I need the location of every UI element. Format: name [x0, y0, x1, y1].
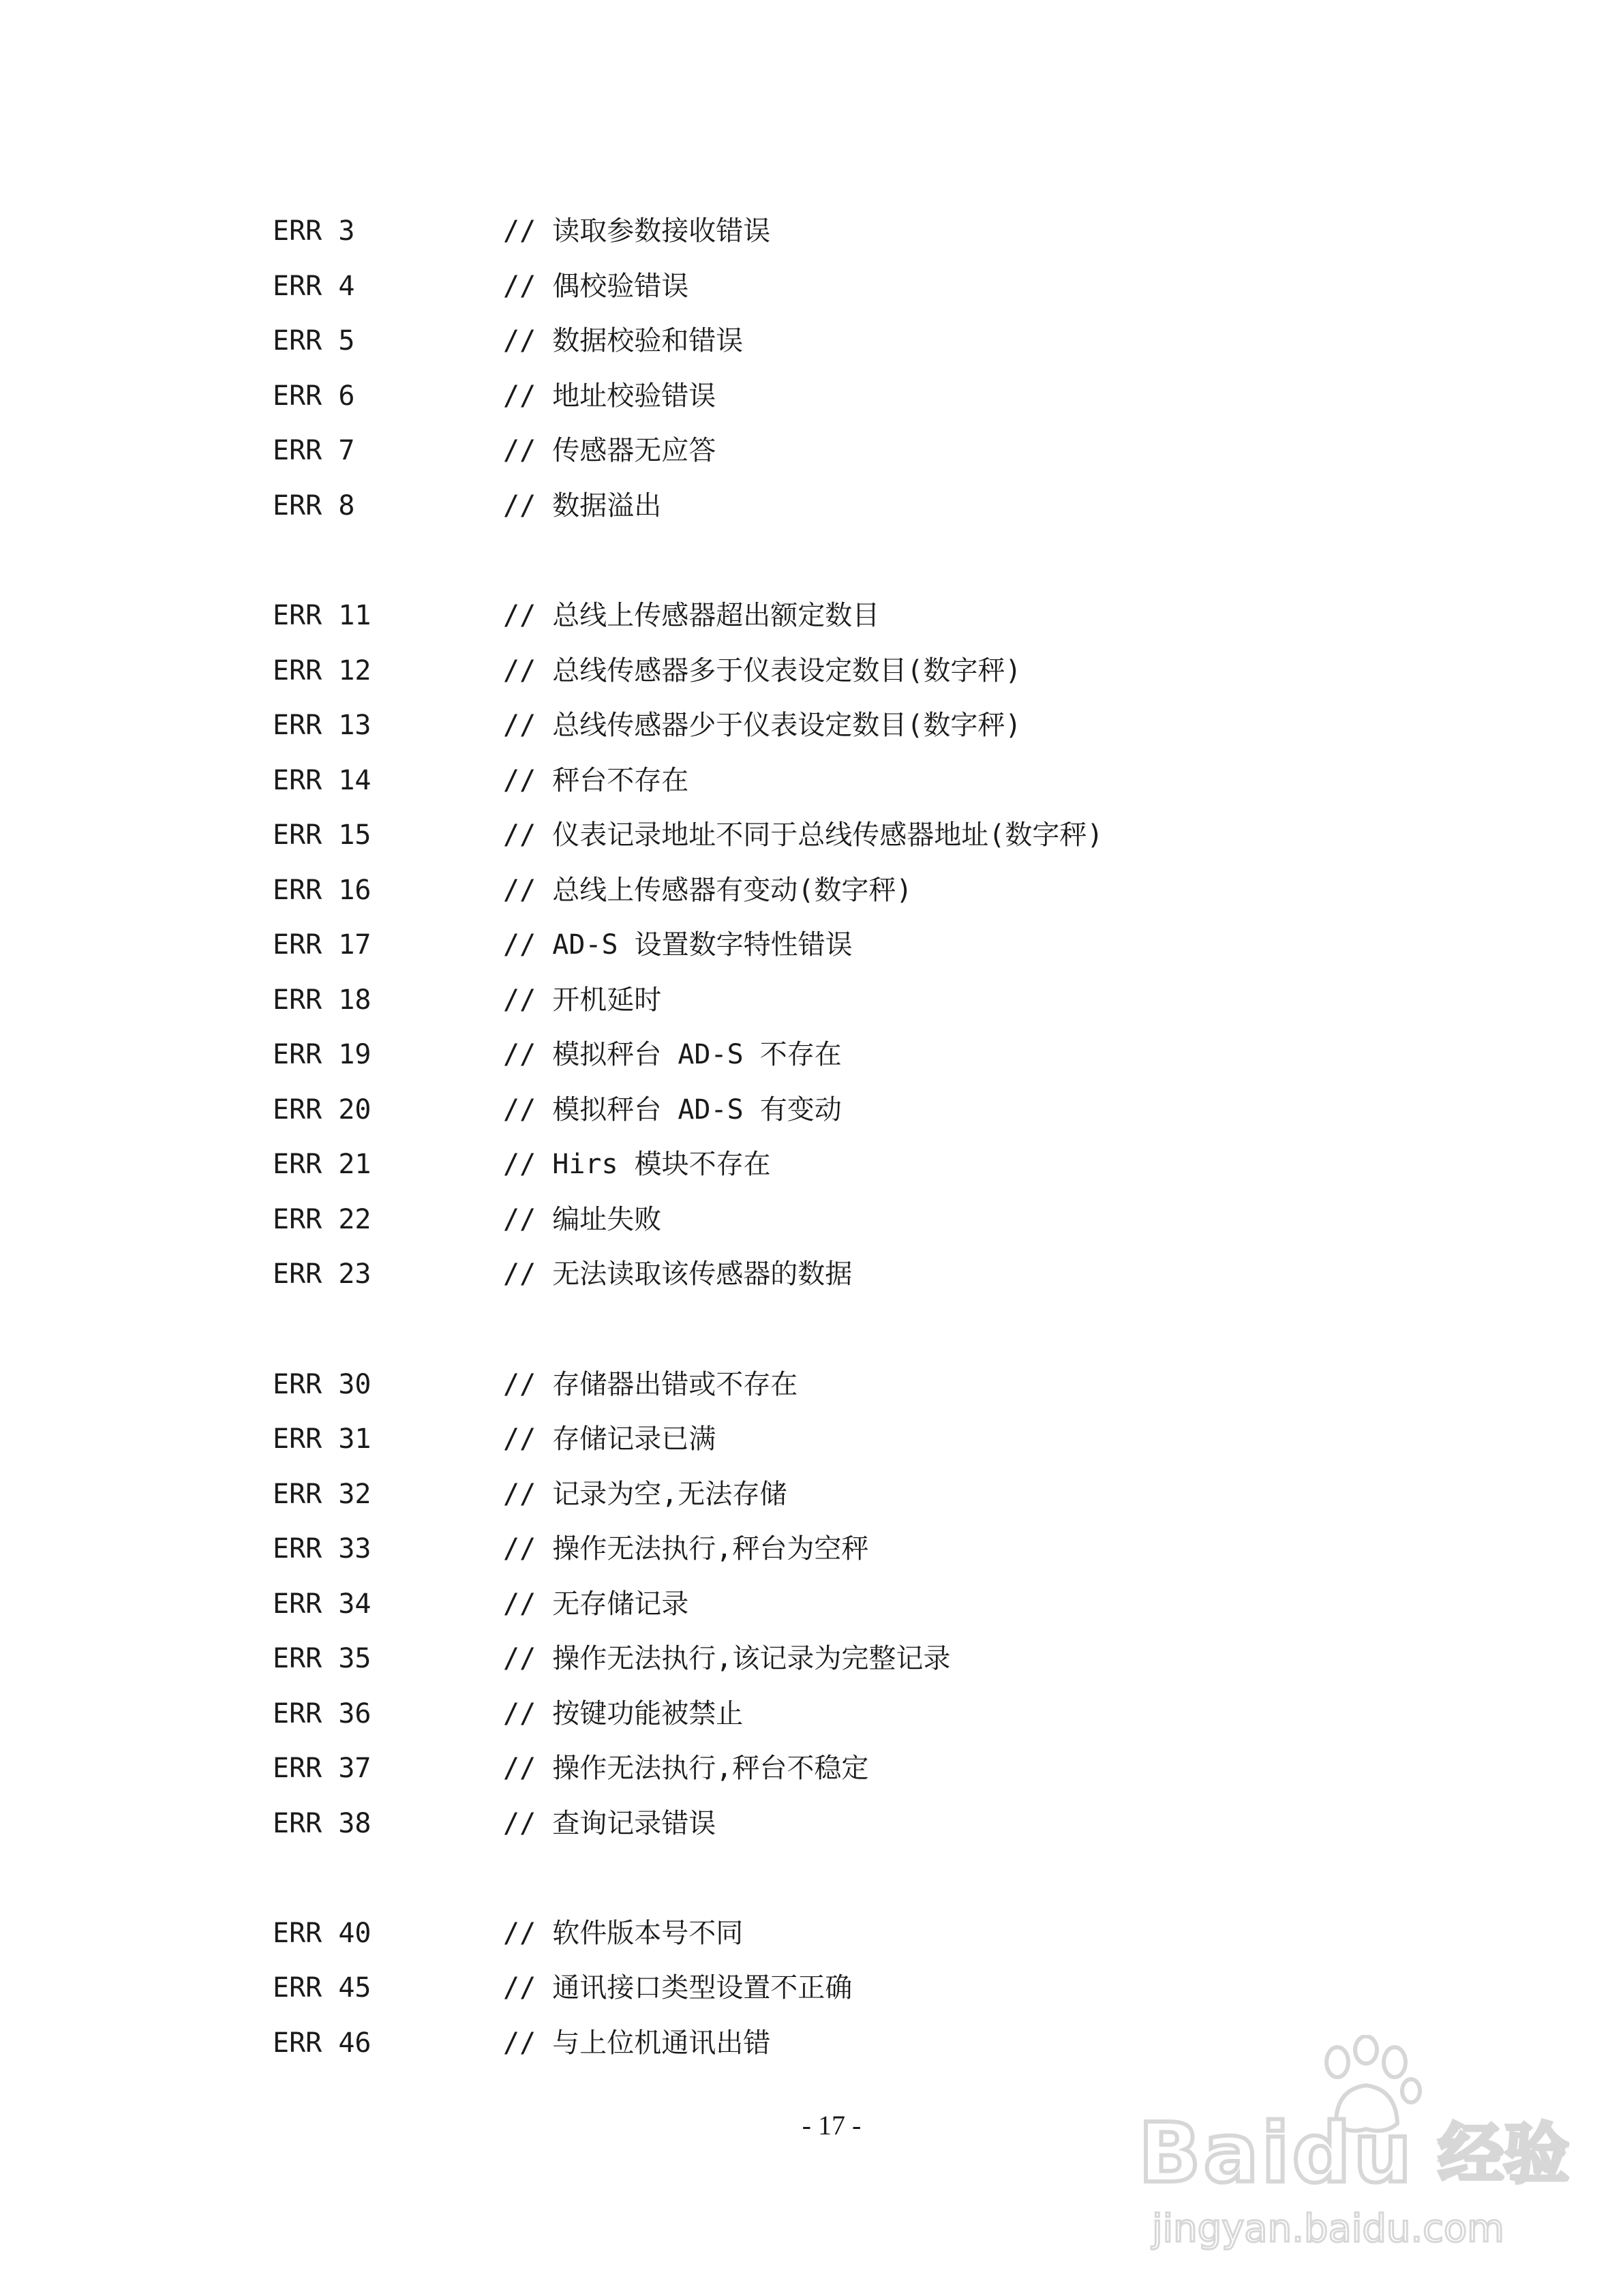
error-description: // 偶校验错误 — [503, 271, 689, 302]
error-entry — [0, 1474, 1363, 1515]
error-entry — [0, 595, 1363, 636]
error-code: ERR 21 — [273, 1149, 371, 1180]
error-entry — [0, 266, 1363, 307]
error-description: // 秤台不存在 — [503, 765, 689, 796]
error-code: ERR 18 — [273, 984, 371, 1016]
error-description: // AD-S 设置数字特性错误 — [503, 929, 853, 961]
error-code: ERR 20 — [273, 1094, 371, 1126]
error-description: // 总线传感器多于仪表设定数目(数字秤) — [503, 655, 1022, 686]
error-description: // 数据校验和错误 — [503, 325, 744, 357]
error-code: ERR 40 — [273, 1918, 371, 1949]
error-description: // 按键功能被禁止 — [503, 1698, 744, 1729]
error-entry — [0, 1254, 1363, 1295]
error-entry — [0, 430, 1363, 471]
error-entry — [0, 1089, 1363, 1130]
error-code: ERR 16 — [273, 875, 371, 906]
error-description: // 操作无法执行,该记录为完整记录 — [503, 1643, 951, 1674]
error-code: ERR 46 — [273, 2027, 371, 2059]
error-entry — [0, 1693, 1363, 1734]
error-entry — [0, 980, 1363, 1021]
error-code: ERR 36 — [273, 1698, 371, 1729]
error-description: // 编址失败 — [503, 1204, 662, 1235]
error-code: ERR 38 — [273, 1808, 371, 1839]
error-entry — [0, 1748, 1363, 1789]
error-description: // 查询记录错误 — [503, 1808, 716, 1839]
error-description: // 仪表记录地址不同于总线传感器地址(数字秤) — [503, 819, 1104, 851]
watermark-url: jingyan.baidu.com — [1152, 2207, 1504, 2251]
error-entry — [0, 705, 1363, 746]
error-code: ERR 12 — [273, 655, 371, 686]
error-description: // 无法读取该传感器的数据 — [503, 1258, 853, 1290]
error-entry — [0, 376, 1363, 417]
error-description: // 模拟秤台 AD-S 有变动 — [503, 1094, 842, 1126]
watermark-brand: Baidu — [1138, 2106, 1414, 2201]
error-code: ERR 22 — [273, 1204, 371, 1235]
error-entry — [0, 320, 1363, 361]
error-code: ERR 4 — [273, 271, 355, 302]
error-code: ERR 15 — [273, 819, 371, 851]
error-entry — [0, 1199, 1363, 1240]
error-entry — [0, 1144, 1363, 1185]
error-description: // 操作无法执行,秤台不稳定 — [503, 1753, 869, 1784]
error-description: // 软件版本号不同 — [503, 1918, 744, 1949]
error-code: ERR 34 — [273, 1588, 371, 1620]
error-description: // 总线上传感器有变动(数字秤) — [503, 875, 913, 906]
error-description: // 总线传感器少于仪表设定数目(数字秤) — [503, 710, 1022, 741]
error-entry — [0, 1419, 1363, 1460]
baidu-jingyan-watermark — [1138, 2035, 1575, 2260]
error-code: ERR 13 — [273, 710, 371, 741]
error-code: ERR 17 — [273, 929, 371, 961]
error-entry — [0, 760, 1363, 801]
error-code: ERR 3 — [273, 215, 355, 247]
error-description: // 模拟秤台 AD-S 不存在 — [503, 1039, 842, 1070]
error-code: ERR 11 — [273, 600, 371, 631]
watermark-jingyan: 经验 — [1438, 2116, 1569, 2192]
error-entry — [0, 924, 1363, 965]
error-description: // 地址校验错误 — [503, 380, 716, 412]
error-code: ERR 45 — [273, 1972, 371, 2004]
error-description: // 记录为空,无法存储 — [503, 1479, 787, 1510]
error-code: ERR 23 — [273, 1258, 371, 1290]
error-description: // 开机延时 — [503, 984, 662, 1016]
error-entry — [0, 1913, 1363, 1954]
error-entry — [0, 1364, 1363, 1405]
error-code: ERR 33 — [273, 1533, 371, 1565]
error-entry — [0, 1803, 1363, 1844]
error-code: ERR 31 — [273, 1423, 371, 1455]
error-code: ERR 5 — [273, 325, 355, 357]
error-description: // 与上位机通讯出错 — [503, 2027, 771, 2059]
error-code: ERR 14 — [273, 765, 371, 796]
error-entry — [0, 485, 1363, 526]
error-entry — [0, 1034, 1363, 1075]
error-entry — [0, 650, 1363, 691]
error-code: ERR 37 — [273, 1753, 371, 1784]
error-description: // 总线上传感器超出额定数目 — [503, 600, 880, 631]
error-entry — [0, 815, 1363, 856]
error-description: // Hirs 模块不存在 — [503, 1149, 771, 1180]
page-number: - 17 - — [802, 2110, 862, 2141]
error-entry — [0, 1967, 1363, 2008]
error-code: ERR 8 — [273, 490, 355, 522]
error-description: // 通讯接口类型设置不正确 — [503, 1972, 853, 2004]
error-entry — [0, 211, 1363, 252]
error-description: // 存储器出错或不存在 — [503, 1369, 798, 1400]
error-code: ERR 35 — [273, 1643, 371, 1674]
error-entry — [0, 1638, 1363, 1679]
error-description: // 数据溢出 — [503, 490, 662, 522]
error-code: ERR 7 — [273, 435, 355, 466]
error-code: ERR 30 — [273, 1369, 371, 1400]
error-description: // 无存储记录 — [503, 1588, 689, 1620]
error-description: // 读取参数接收错误 — [503, 215, 771, 247]
error-code: ERR 19 — [273, 1039, 371, 1070]
error-entry — [0, 1584, 1363, 1625]
error-description: // 操作无法执行,秤台为空秤 — [503, 1533, 869, 1565]
error-entry — [0, 870, 1363, 911]
error-description: // 传感器无应答 — [503, 435, 716, 466]
error-description: // 存储记录已满 — [503, 1423, 716, 1455]
error-code: ERR 32 — [273, 1479, 371, 1510]
error-entry — [0, 1528, 1363, 1569]
error-code: ERR 6 — [273, 380, 355, 412]
